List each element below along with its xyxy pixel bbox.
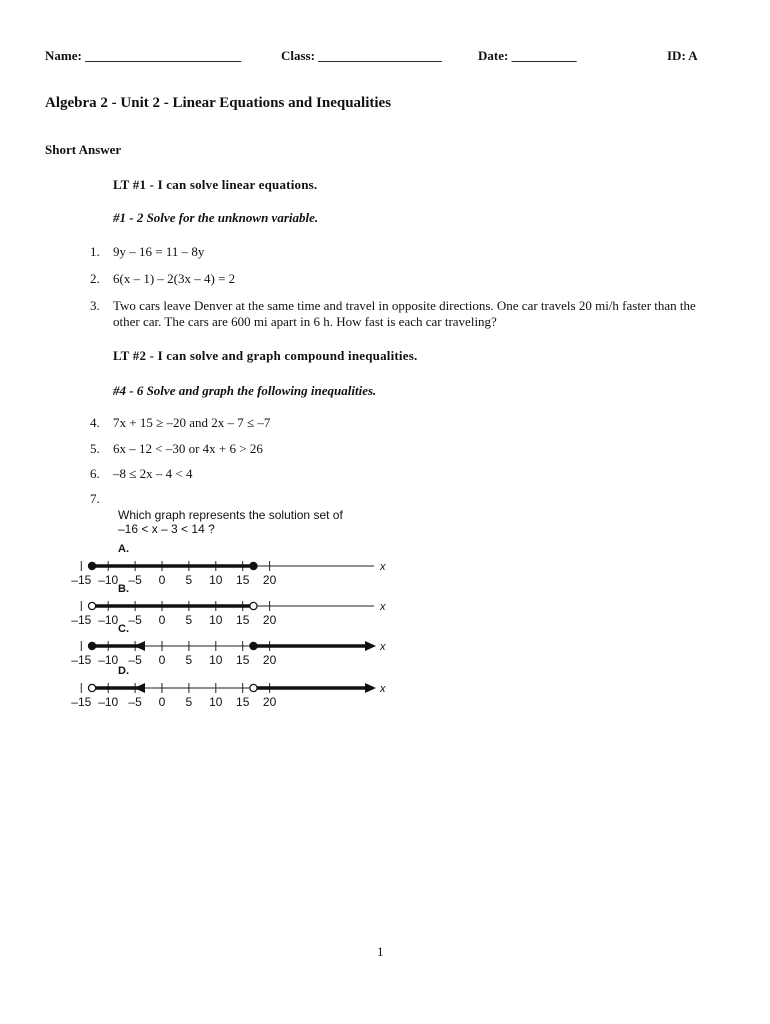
endpoint-right [250, 684, 257, 691]
section-heading: Short Answer [45, 142, 122, 157]
question-text: –8 ≤ 2x – 4 < 4 [113, 466, 193, 481]
tick-label: –10 [98, 653, 119, 667]
tick-label: –10 [98, 695, 119, 709]
tick-label: –5 [128, 573, 142, 587]
arrow-right [365, 683, 376, 693]
tick-label: –15 [71, 573, 92, 587]
arrow-left [134, 683, 145, 693]
tick-label: –5 [128, 653, 142, 667]
option-letter: B. [118, 583, 129, 595]
tick-label: –15 [71, 695, 92, 709]
number-line-figure [71, 508, 394, 718]
tick-label: 10 [209, 653, 223, 667]
arrow-left [134, 641, 145, 651]
question-text: 6x – 12 < –30 or 4x + 6 > 26 [113, 441, 263, 456]
instruction-1: #1 - 2 Solve for the unknown variable. [113, 210, 319, 225]
question-number: 1. [90, 244, 100, 259]
tick-label: 20 [262, 613, 277, 627]
name-label: Name: ________________________ [45, 48, 242, 63]
page-title: Algebra 2 - Unit 2 - Linear Equations and Inequalities [45, 95, 392, 111]
tick-label: 15 [236, 613, 250, 627]
option-letter: A. [118, 543, 129, 555]
tick-label: 20 [262, 653, 277, 667]
question-number: 5. [90, 441, 100, 456]
tick-label: 10 [209, 613, 223, 627]
tick-label: 0 [158, 653, 166, 667]
endpoint-right [250, 642, 257, 649]
tick-label: 0 [158, 573, 166, 587]
question-number: 2. [90, 271, 100, 286]
axis-variable: x [380, 683, 386, 695]
tick-label: 10 [209, 573, 223, 587]
option-letter: C. [118, 623, 129, 635]
endpoint-left [88, 562, 95, 569]
question-number: 7. [90, 491, 100, 506]
tick-label: –15 [71, 613, 92, 627]
endpoint-left [88, 642, 95, 649]
tick-label: –10 [98, 573, 119, 587]
question-number: 4. [90, 415, 100, 430]
endpoint-right [250, 602, 257, 609]
figure-question-line-1: Which graph represents the solution set of [118, 508, 343, 522]
tick-label: 10 [209, 695, 223, 709]
number-line-options [71, 508, 394, 718]
id-label: ID: A [667, 48, 698, 63]
tick-label: 15 [236, 573, 250, 587]
class-label: Class: ___________________ [281, 48, 442, 63]
tick-label: 20 [262, 573, 277, 587]
question-text: 7x + 15 ≥ –20 and 2x – 7 ≤ –7 [113, 415, 271, 430]
page-number: 1 [377, 944, 384, 959]
axis-variable: x [380, 641, 386, 653]
tick-label: 5 [185, 653, 193, 667]
tick-label: 5 [185, 573, 193, 587]
option-letter: D. [118, 665, 129, 677]
tick-label: 15 [236, 695, 250, 709]
tick-label: 15 [236, 653, 250, 667]
date-label: Date: __________ [478, 48, 577, 63]
figure-question-line-2: –16 < x – 3 < 14 ? [118, 522, 215, 536]
instruction-2: #4 - 6 Solve and graph the following inequalities. [113, 383, 377, 398]
question-number: 6. [90, 466, 100, 481]
axis-variable: x [380, 601, 386, 613]
tick-label: –5 [128, 695, 142, 709]
question-text: 9y – 16 = 11 – 8y [113, 244, 205, 259]
arrow-right [365, 641, 376, 651]
endpoint-right [250, 562, 257, 569]
tick-label: –10 [98, 613, 119, 627]
endpoint-left [88, 684, 95, 691]
tick-label: 0 [158, 613, 166, 627]
tick-label: 5 [185, 695, 193, 709]
tick-label: 20 [262, 695, 277, 709]
tick-label: 0 [158, 695, 166, 709]
question-text: Two cars leave Denver at the same time and travel in opposite directions. One car travels 20 mi/h faster than the other car. The cars are 600 mi apart in 6 h. How fast is each car traveling? [113, 298, 696, 329]
tick-label: 5 [185, 613, 193, 627]
learning-target-2: LT #2 - I can solve and graph compound inequalities. [113, 348, 418, 363]
endpoint-left [88, 602, 95, 609]
learning-target-1: LT #1 - I can solve linear equations. [113, 177, 318, 192]
axis-variable: x [380, 561, 386, 573]
question-text: 6(x – 1) – 2(3x – 4) = 2 [113, 271, 236, 286]
question-number: 3. [90, 298, 100, 313]
tick-label: –15 [71, 653, 92, 667]
tick-label: –5 [128, 613, 142, 627]
